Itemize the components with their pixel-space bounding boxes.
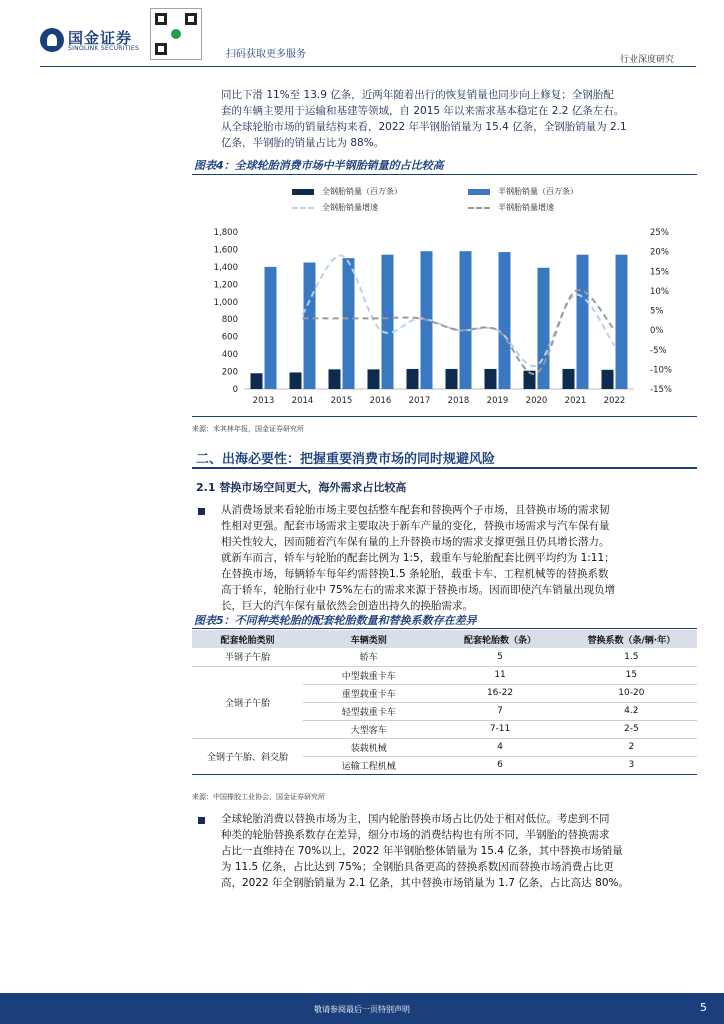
- y-left-tick-label: 1,400: [213, 262, 238, 273]
- table-row: [192, 648, 697, 666]
- table-cell: 15: [566, 666, 697, 684]
- intro-line: 从全球轮胎市场的销量结构来看，2022 年半钢胎销量为 15.4 亿条，全钢胎销量为 2.1: [221, 121, 627, 133]
- y-right-tick-label: -15%: [650, 385, 672, 395]
- table-cell: 4: [434, 738, 565, 756]
- section-title: 二、出海必要性：把握重要消费市场的同时规避风险: [196, 452, 496, 467]
- table-cell: 半钢子午胎: [192, 648, 303, 666]
- paragraph-line: 在替换市场，每辆轿车每年约需替换1.5 条轮胎，载重卡车、工程机械等的替换系数: [221, 568, 609, 580]
- legend-swatch-all-steel-growth: [292, 207, 314, 209]
- bar-semi-steel: [460, 251, 472, 389]
- table-cell: 11: [434, 666, 565, 684]
- intro-line: 同比下滑 11%至 13.9 亿条，近两年随着出行的恢复销量也同步向上修复；全钢胎配: [221, 89, 614, 101]
- footer-disclaimer[interactable]: 敬请参阅最后一页特别声明: [314, 1005, 410, 1014]
- y-left-tick-label: 400: [221, 350, 238, 361]
- y-left-tick-label: 1,000: [213, 297, 238, 308]
- y-right-tick-label: -5%: [650, 345, 667, 356]
- bar-all-steel: [290, 372, 302, 389]
- bar-all-steel: [368, 369, 380, 389]
- subsection-title: 2.1 替换市场空间更大，海外需求占比较高: [196, 481, 407, 494]
- tire-coefficient-table: [192, 630, 697, 775]
- x-tick-label: 2020: [525, 396, 548, 406]
- bar-semi-steel: [616, 255, 628, 389]
- legend-label: 半钢胎销量（百万条）: [498, 187, 578, 196]
- table-cell: 5: [434, 648, 565, 666]
- intro-line: 亿条，半钢胎的销量占比为 88%。: [221, 137, 385, 149]
- y-right-tick-label: 20%: [650, 247, 669, 258]
- table-cell: 1.5: [566, 648, 697, 666]
- y-left-tick-label: 600: [221, 332, 238, 343]
- y-left-tick-label: 1,200: [213, 280, 238, 291]
- x-tick-label: 2016: [369, 396, 392, 406]
- table-header-row: [192, 630, 697, 648]
- y-right-tick-label: 10%: [650, 286, 669, 297]
- table-cell: 重型载重卡车: [303, 684, 434, 702]
- bar-all-steel: [446, 369, 458, 389]
- x-tick-label: 2019: [486, 396, 509, 406]
- y-left-tick-label: 200: [221, 367, 238, 378]
- y-left-tick-label: 1,600: [213, 245, 238, 256]
- paragraph-line: 从消费场景来看轮胎市场主要包括整车配套和替换两个子市场，且替换市场的需求韧: [221, 504, 610, 516]
- closing-paragraph: [221, 811, 697, 891]
- table-header: 替换系数（条/辆·年）: [566, 630, 697, 648]
- table-row: [192, 666, 697, 684]
- qr-code-icon[interactable]: [150, 8, 202, 60]
- legend-label: 全钢胎销量增速: [322, 203, 378, 212]
- table-cell: 轻型载重卡车: [303, 702, 434, 720]
- bar-all-steel: [602, 370, 614, 389]
- y-right-tick-label: 15%: [650, 267, 669, 278]
- legend-swatch-semi-steel-growth: [468, 207, 490, 209]
- figure5-top-rule: [192, 628, 697, 629]
- table-cell: 6: [434, 756, 565, 774]
- table-cell: 16-22: [434, 684, 565, 702]
- y-right-tick-label: 0%: [650, 326, 664, 337]
- table-cell: 7: [434, 702, 565, 720]
- table-cell: 运输工程机械: [303, 756, 434, 774]
- page-number: 5: [700, 1001, 707, 1014]
- table-cell: 中型载重卡车: [303, 666, 434, 684]
- x-tick-label: 2013: [252, 396, 275, 406]
- y-left-tick-label: 800: [221, 315, 238, 326]
- table-cell: 大型客车: [303, 720, 434, 738]
- intro-line: 套的车辆主要用于运输和基建等领域，自 2015 年以来需求基本稳定在 2.2 亿条左右。: [221, 105, 625, 117]
- bullet-icon: [198, 508, 205, 515]
- paragraph-line: 占比一直维持在 70%以上，2022 年半钢胎整体销量为 15.4 亿条，其中替换市场销量: [221, 845, 623, 857]
- paragraph-line: 种类的轮胎替换系数存在差异，细分市场的消费结构也有所不同，半钢胎的替换需求: [221, 829, 610, 841]
- section2-paragraph: [221, 502, 697, 614]
- section-divider: [192, 467, 697, 469]
- legend-label: 半钢胎销量增速: [498, 203, 554, 212]
- table-cell: 3: [566, 756, 697, 774]
- legend-swatch-semi-steel: [468, 189, 490, 195]
- paragraph-line: 全球轮胎消费以替换市场为主，国内轮胎替换市场占比仍处于相对低位。考虑到不同: [221, 813, 610, 825]
- table-cell: 10-20: [566, 684, 697, 702]
- figure5-source: 来源：中国橡胶工业协会、国金证券研究所: [192, 793, 325, 801]
- bar-all-steel: [485, 369, 497, 389]
- table-row: [192, 738, 697, 756]
- table-cell: 全钢子午胎: [192, 666, 303, 738]
- bar-all-steel: [407, 369, 419, 389]
- y-right-tick-label: 5%: [650, 306, 664, 317]
- table-cell: 全钢子午胎、斜交胎: [192, 738, 303, 774]
- company-name: 国金证券: [68, 29, 133, 47]
- paragraph-line: 性相对更强。配套市场需求主要取决于新车产量的变化，替换市场需求与汽车保有量: [221, 520, 610, 532]
- table-cell: 2: [566, 738, 697, 756]
- paragraph-line: 为 11.5 亿条，占比达到 75%；全钢胎具备更高的替换系数因而替换市场消费占比更: [221, 861, 614, 873]
- paragraph-line: 就新车而言，轿车与轮胎的配套比例为 1:5，载重车与轮胎配套比例平均约为 1:11；: [221, 552, 615, 564]
- x-tick-label: 2022: [603, 396, 626, 406]
- y-left-tick-label: 1,800: [213, 228, 238, 238]
- figure5-title: 图表5：不同种类轮胎的配套轮胎数量和替换系数存在差异: [194, 614, 477, 627]
- table-cell: 2-5: [566, 720, 697, 738]
- bar-all-steel: [329, 369, 341, 389]
- header-divider: [40, 66, 696, 67]
- figure4-title: 图表4：全球轮胎消费市场中半钢胎销量的占比较高: [194, 159, 444, 172]
- paragraph-line: 相关性较大，因而随着汽车保有量的上升替换市场的需求支撑更强且仍具增长潜力。: [221, 536, 610, 548]
- x-tick-label: 2017: [408, 396, 431, 406]
- bar-semi-steel: [577, 255, 589, 389]
- figure4-source: 来源：米其林年报，国金证券研究所: [192, 425, 304, 433]
- x-tick-label: 2018: [447, 396, 470, 406]
- table-cell: 轿车: [303, 648, 434, 666]
- paragraph-line: 高于轿车，轮胎行业中 75%左右的需求来源于替换市场。因而即使汽车销量出现负增: [221, 584, 616, 596]
- bar-all-steel: [251, 373, 263, 389]
- table-cell: 7-11: [434, 720, 565, 738]
- intro-paragraph: [221, 87, 697, 151]
- table-header: 车辆类别: [303, 630, 434, 648]
- table-header: 配套轮胎类别: [192, 630, 303, 648]
- paragraph-line: 高，2022 年全钢胎销量为 2.1 亿条，其中替换市场销量为 1.7 亿条，占比高达 80%。: [221, 877, 629, 889]
- bullet-icon: [198, 817, 205, 824]
- table-cell: 装载机械: [303, 738, 434, 756]
- bar-semi-steel: [343, 258, 355, 389]
- y-left-tick-label: 0: [232, 385, 238, 395]
- company-name-en: SINOLINK SECURITIES: [68, 45, 140, 52]
- tire-sales-chart: [192, 222, 697, 412]
- bar-all-steel: [563, 369, 575, 389]
- y-right-tick-label: 25%: [650, 228, 669, 238]
- company-logo-icon: [40, 28, 64, 52]
- bar-semi-steel: [382, 255, 394, 389]
- y-right-tick-label: -10%: [650, 365, 672, 376]
- x-tick-label: 2015: [330, 396, 353, 406]
- figure4-top-rule: [192, 174, 697, 175]
- bar-semi-steel: [265, 267, 277, 389]
- x-tick-label: 2014: [291, 396, 314, 406]
- report-category: 行业深度研究: [620, 55, 675, 65]
- figure4-bottom-rule: [192, 416, 697, 417]
- x-tick-label: 2021: [564, 396, 587, 406]
- table-cell: 4.2: [566, 702, 697, 720]
- table-header: 配套轮胎数（条）: [434, 630, 565, 648]
- legend-label: 全钢胎销量（百万条）: [322, 187, 402, 196]
- scan-qr-prompt: 扫码获取更多服务: [226, 49, 306, 60]
- paragraph-line: 长，巨大的汽车保有量依然会创造出持久的换胎需求。: [221, 600, 473, 612]
- bar-semi-steel: [304, 263, 316, 389]
- bar-semi-steel: [499, 252, 511, 389]
- legend-swatch-all-steel: [292, 189, 314, 195]
